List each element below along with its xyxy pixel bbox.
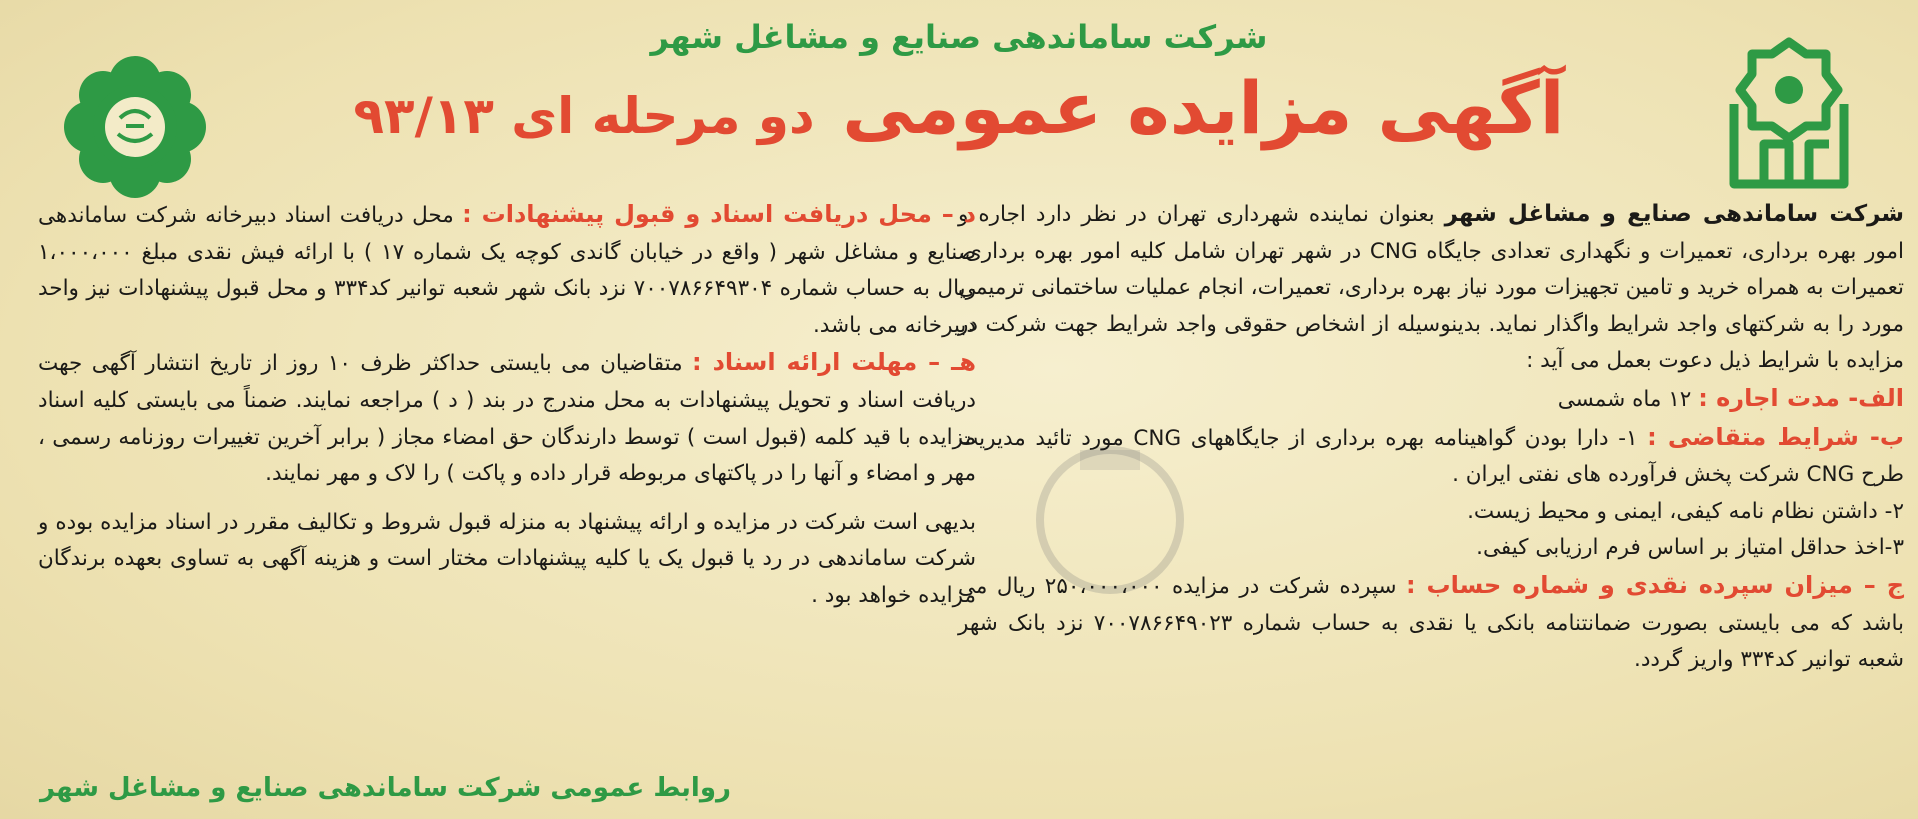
jim-heading: ج – میزان سپرده نقدی و شماره حساب : [1405,570,1904,599]
intro-text: بعنوان نماینده شهرداری تهران در نظر دارد اجاره و امور بهره برداری، تعمیرات و نگهداری تعدادی جایگاه CNG در شهر تهران شامل کلیه امور بهره برداری، تعمیرات به همراه خرید و تامین تجهیزات مورد نیاز بهره برداری، تعمیرات، انجام عملیات ساختمانی ترمیمی مورد را به شرکتهای واجد شرایط واگذار نماید. بدینوسیله از اشخاص حقوقی واجد شرایط جهت شرکت در مزایده با شرایط ذیل دعوت بعمل می آید : [958,202,1904,374]
section-he [38,344,976,492]
samaneh-logo-icon [1714,34,1864,194]
dal-heading: د – محل دریافت اسناد و قبول پیشنهادات : [462,200,976,228]
intro-paragraph [958,196,1904,380]
section-be [958,419,1904,494]
he-heading: هـ – مهلت ارائه اسناد : [692,348,976,377]
intro-company: شرکت ساماندهی صنایع و مشاغل شهر [1444,201,1904,227]
left-column [38,196,976,615]
jim-text: سپرده شرکت در مزایده ۲۵۰،۰۰۰،۰۰۰ ریال می باشد که می بایستی بصورت ضمانتنامه بانکی یا نقدی به حساب شماره ۷۰۰۷۸۶۶۴۹۰۲۳ نزد بانک شهر شعبه توانیر کد۳۳۴ واریز گردد. [958,573,1904,673]
closing-paragraph: بدیهی است شرکت در مزایده و ارائه پیشنهاد به منزله قبول شروط و تکالیف مقرر در اسناد مزایده بوده و شرکت ساماندهی در رد یا قبول یک یا کلیه پیشنهادات مختار است و هزینه آگهی به تساوی بعهده برندگان مزایده خواهد بود . [38,509,976,608]
title-sub: دو مرحله ای ۹۳/۱۳ [353,87,815,145]
alef-heading: الف- مدت اجاره : [1698,383,1904,412]
he-text: متقاضیان می بایستی حداکثر ظرف ۱۰ روز از تاریخ انتشار آگهی جهت دریافت اسناد و تحویل پیشنهادات به محل مندرج در بند ( د ) مراجعه نمایند. ضمناً می بایستی کلیه اسناد مزایده با قید کلمه (قبول است ) توسط دارندگان حق امضاء مجاز ( برابر آخرین تغییرات روزنامه رسمی ، مهر و امضاء و آنها را در پاکتهای مربوطه قرار داده و پاکت ) را لاک و مهر نمایند. [38,351,976,487]
spacer [38,493,976,505]
be-text: ۱- دارا بودن گواهینامه بهره برداری از جایگاههای CNG مورد تائید مدیریت طرح CNG شرکت پخش فرآورده های نفتی ایران . [958,425,1904,488]
section-dal [38,196,976,344]
be-item-2: ۲- داشتن نظام نامه کیفی، ایمنی و محیط زیست. [1467,498,1904,524]
right-column [958,196,1904,679]
be-heading: ب- شرایط متقاضی : [1647,422,1905,451]
dal-text: محل دریافت اسناد دبیرخانه شرکت ساماندهی صنایع و مشاغل شهر ( واقع در خیابان گاندی کوچه یک شماره ۱۷ ) با ارائه فیش نقدی مبلغ ۱،۰۰۰،۰۰۰ ریال به حساب شماره ۷۰۰۷۸۶۶۴۹۳۰۴ نزد بانک شهر شعبه توانیر کد۳۳۴ و محل قبول پیشنهادات نیز واحد دبیرخانه می باشد. [38,203,976,338]
footer-signature: روابط عمومی شرکت ساماندهی صنایع و مشاغل شهر [40,773,731,803]
tehran-municipality-emblem-icon [60,52,210,202]
section-jim [958,567,1904,679]
section-alef [958,380,1904,419]
title-main: آگهی مزایده عمومی [842,66,1565,150]
org-name-heading: شرکت ساماندهی صنایع و مشاغل شهر [650,18,1268,56]
tender-title [0,66,1918,150]
alef-text: ۱۲ ماه شمسی [1557,386,1692,412]
be-item-3: ۳-اخذ حداقل امتیاز بر اساس فرم ارزیابی کیفی. [1476,535,1904,561]
